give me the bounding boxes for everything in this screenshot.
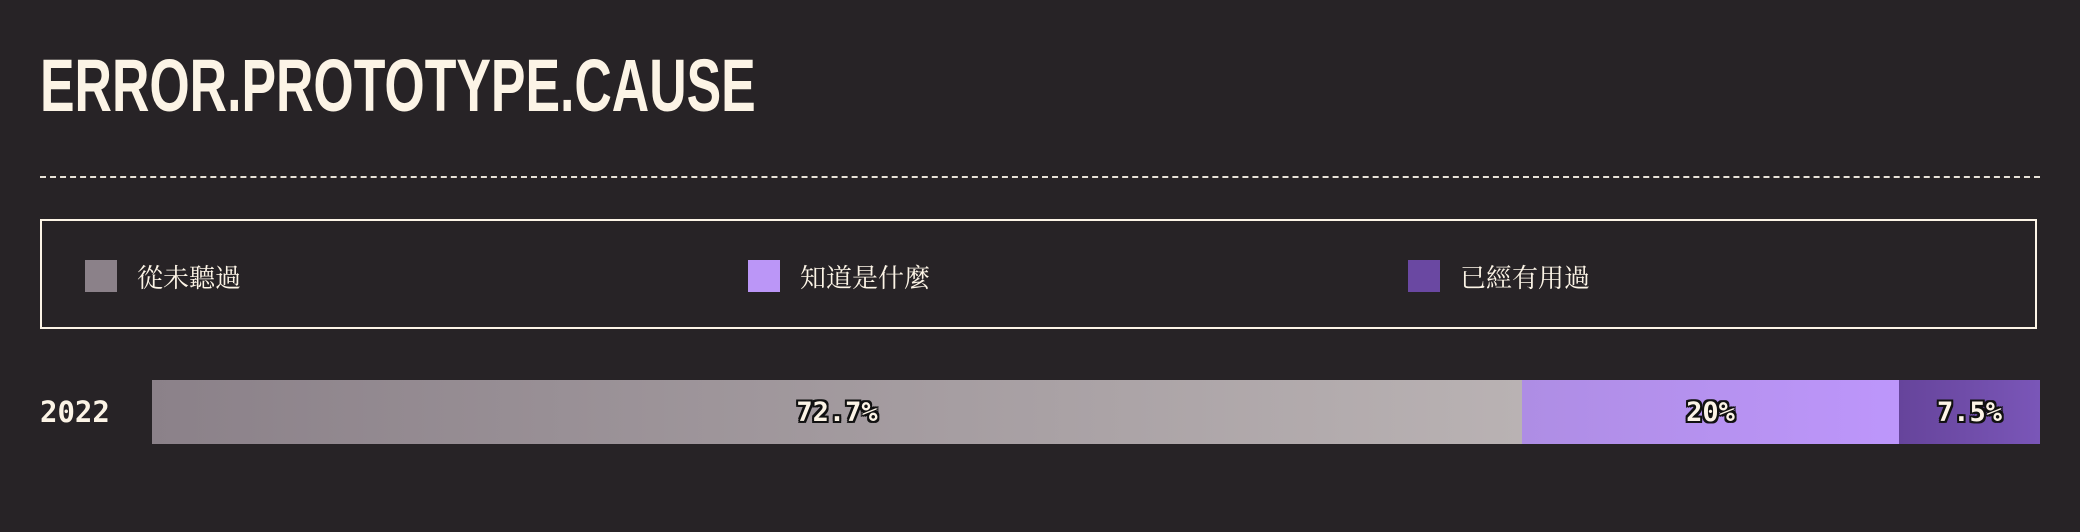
dashed-divider: [40, 176, 2040, 178]
data-label-know-what: 20%: [1686, 396, 1735, 428]
category-label-2022: 2022: [40, 395, 110, 429]
legend-item-never-heard: [85, 260, 241, 292]
legend-label-know-what: 知道是什麼: [800, 263, 931, 294]
legend: [40, 219, 2037, 329]
bar-segment-have-used: [1899, 380, 2040, 444]
legend-label-have-used: 已經有用過: [1460, 263, 1591, 294]
data-label-have-used: 7.5%: [1936, 396, 2003, 428]
legend-item-have-used: [1408, 260, 1590, 292]
bar-segment-know-what: [1522, 380, 1899, 444]
legend-swatch-have-used: [1408, 260, 1440, 292]
chart-title: ERROR.PROTOTYPE.CAUSE: [40, 44, 756, 127]
stacked-bar-2022: [152, 380, 2040, 444]
legend-swatch-know-what: [748, 260, 780, 292]
legend-item-know-what: [748, 260, 930, 292]
bar-segment-never-heard: [152, 380, 1522, 444]
legend-swatch-never-heard: [85, 260, 117, 292]
legend-label-never-heard: 從未聽過: [137, 263, 242, 294]
data-label-never-heard: 72.7%: [796, 396, 878, 428]
